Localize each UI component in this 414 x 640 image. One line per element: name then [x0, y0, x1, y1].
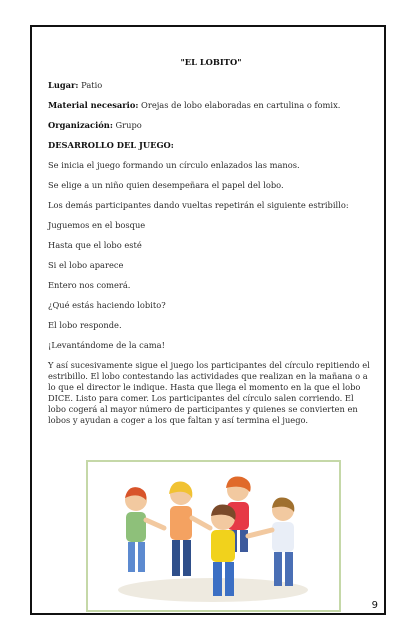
children-circle-drawing [88, 462, 339, 610]
page-frame [30, 25, 386, 615]
lugar-label: Lugar: [48, 80, 79, 90]
lugar-value: Patio [78, 80, 103, 90]
chant-line: Hasta que el lobo esté [48, 240, 142, 250]
chant-line: ¿Qué estás haciendo lobito? [48, 300, 166, 310]
organizacion-value: Grupo [112, 120, 142, 130]
chant-line: ¡Levantándome de la cama! [48, 340, 165, 350]
chant-line: Juguemos en el bosque [48, 220, 146, 230]
desarrollo-heading: DESARROLLO DEL JUEGO: [48, 140, 174, 150]
material-label: Material necesario: [48, 100, 139, 110]
closing-paragraph: Y así sucesivamente sigue el juego los participantes del círculo repitiendo el estribillo. El lobo contestando las actividades que realizan en la mañana o a lo que el director le indique. Hasta que llega el momento en la que el lobo DICE. Listo para comer. Los participantes del círculo salen corriendo. El lobo cogerá al mayor número de participantes y quienes se convierten en lobos y ayudan a coger a los que faltan y así termina el juego. [48, 360, 370, 425]
organizacion-label: Organización: [48, 120, 113, 130]
document-body [48, 57, 374, 438]
instruction-line: Se elige a un niño quien desempeñara el papel del lobo. [48, 180, 284, 190]
page-number: 9 [371, 600, 378, 611]
organizacion-line [48, 120, 374, 131]
material-value: Orejas de lobo elaboradas en cartulina o fomix. [138, 100, 341, 110]
material-line [48, 100, 374, 111]
chant-line: El lobo responde. [48, 320, 122, 330]
instruction-line: Se inicia el juego formando un círculo enlazados las manos. [48, 160, 300, 170]
chant-line: Si el lobo aparece [48, 260, 124, 270]
chant-line: Entero nos comerá. [48, 280, 131, 290]
child-red-hair [125, 487, 164, 572]
child-blonde [169, 482, 210, 577]
instruction-line: Los demás participantes dando vueltas repetirán el siguiente estribillo: [48, 200, 349, 210]
children-playing-illustration [86, 460, 341, 612]
lugar-line [48, 80, 374, 91]
child-white-shirt [248, 497, 294, 586]
page-title: "EL LOBITO" [180, 57, 242, 67]
